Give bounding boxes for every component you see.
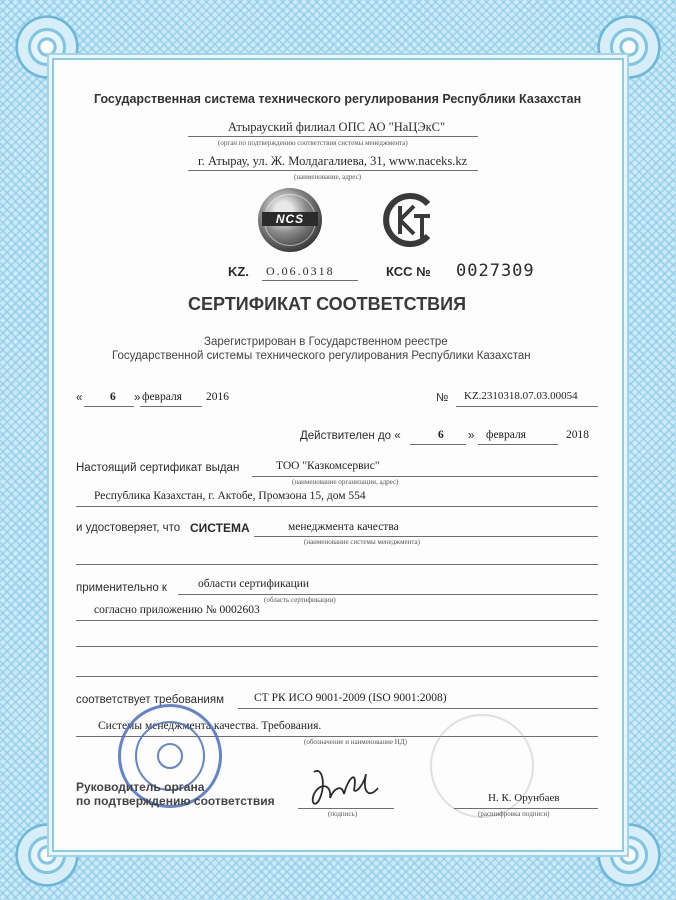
scope-appendix: согласно приложению № 0002603	[94, 604, 260, 616]
validity-month-line	[478, 444, 558, 445]
issue-day: 6	[110, 391, 116, 403]
address-caption: (наименование, адрес)	[294, 173, 362, 181]
signer-name-line	[454, 808, 598, 809]
issued-to-organization: ТОО "Казкомсервис"	[276, 460, 380, 472]
issued-to-caption: (наименование организации, адрес)	[292, 478, 399, 486]
kz-code-line	[262, 280, 358, 281]
blank-line-1	[76, 564, 598, 565]
issue-year: 2016	[206, 391, 229, 403]
ksc-logo	[380, 190, 440, 250]
signature-line	[298, 808, 394, 809]
certifies-label: и удостоверяет, что	[76, 522, 181, 534]
system-word: СИСТЕМА	[190, 521, 250, 535]
validity-quote-close: »	[468, 430, 475, 442]
requirements-caption: (обозначение и наименование НД)	[304, 738, 407, 746]
handwritten-signature	[304, 764, 394, 814]
issue-quote-close: »	[134, 392, 141, 404]
scope-line	[178, 594, 598, 595]
blank-line-2	[76, 646, 598, 647]
registration-number: KZ.2310318.07.03.00054	[464, 390, 578, 402]
seal-emblem-icon	[157, 743, 183, 769]
issued-to-address-line	[76, 506, 598, 507]
validity-day: 6	[438, 429, 444, 441]
requirements-standard: СТ РК ИСО 9001-2009 (ISO 9001:2008)	[254, 692, 447, 704]
validity-label: Действителен до «	[300, 430, 401, 442]
validity-day-line	[410, 444, 466, 445]
signature-caption: (подпись)	[328, 810, 358, 818]
blank-line-3	[76, 676, 598, 677]
validity-year: 2018	[566, 429, 589, 441]
certificate-paper	[58, 64, 618, 844]
issue-month-line	[140, 406, 202, 407]
signer-caption: (расшифровка подписи)	[478, 810, 550, 818]
scope-value: области сертификации	[198, 578, 310, 590]
registered-line-2: Государственной системы технического регулирования Республики Казахстан	[112, 350, 531, 362]
requirements-label: соответствует требованиям	[76, 694, 224, 706]
issued-to-label: Настоящий сертификат выдан	[76, 462, 240, 474]
registration-number-line	[456, 406, 598, 407]
signer-role-line-1: Руководитель органа	[76, 780, 205, 794]
kz-prefix: KZ.	[228, 264, 249, 279]
globe-logo	[258, 188, 322, 252]
kss-label: КСС №	[386, 264, 431, 279]
scope-caption: (область сертификации)	[264, 596, 336, 604]
system-name-line	[254, 536, 598, 537]
branch-name: Атырауский филиал ОПС АО "НаЦЭкС"	[228, 120, 446, 134]
issue-number-label: №	[436, 392, 449, 404]
requirements-description: Системы менеджмента качества. Требования.	[98, 720, 322, 732]
scope-label: применительно к	[76, 582, 167, 594]
issue-day-line	[84, 406, 134, 407]
registered-line-1: Зарегистрирован в Государственном реестре	[204, 336, 448, 348]
system-title: Государственная система технического регулирования Республики Казахстан	[94, 92, 582, 106]
issued-to-address: Республика Казахстан, г. Актобе, Промзона 15, дом 554	[94, 490, 366, 502]
branch-line	[188, 136, 478, 137]
system-name: менеджмента качества	[288, 521, 399, 533]
validity-month: февраля	[486, 429, 526, 441]
signer-role-line-2: по подтверждению соответствия	[76, 794, 275, 808]
issue-month: февраля	[142, 391, 182, 403]
branch-caption: (орган по подтверждению соответствия системы менеджмента)	[218, 139, 408, 147]
requirements-line	[238, 708, 598, 709]
address-line	[188, 170, 478, 171]
globe-logo-label: NCS	[262, 212, 318, 226]
kss-number: 0027309	[456, 261, 535, 281]
system-caption: (наименование системы менеджмента)	[304, 538, 420, 546]
address: г. Атырау, ул. Ж. Молдагалиева, 31, www.naceks.kz	[198, 154, 468, 168]
certificate-title: СЕРТИФИКАТ СООТВЕТСТВИЯ	[188, 294, 467, 314]
issued-to-line	[252, 476, 598, 477]
ksc-mark-icon	[380, 190, 440, 250]
signer-name: Н. К. Орунбаев	[488, 792, 560, 804]
issue-quote-open: «	[76, 392, 83, 404]
kz-code: О.06.0318	[266, 264, 335, 278]
scope-appendix-line	[76, 620, 598, 621]
